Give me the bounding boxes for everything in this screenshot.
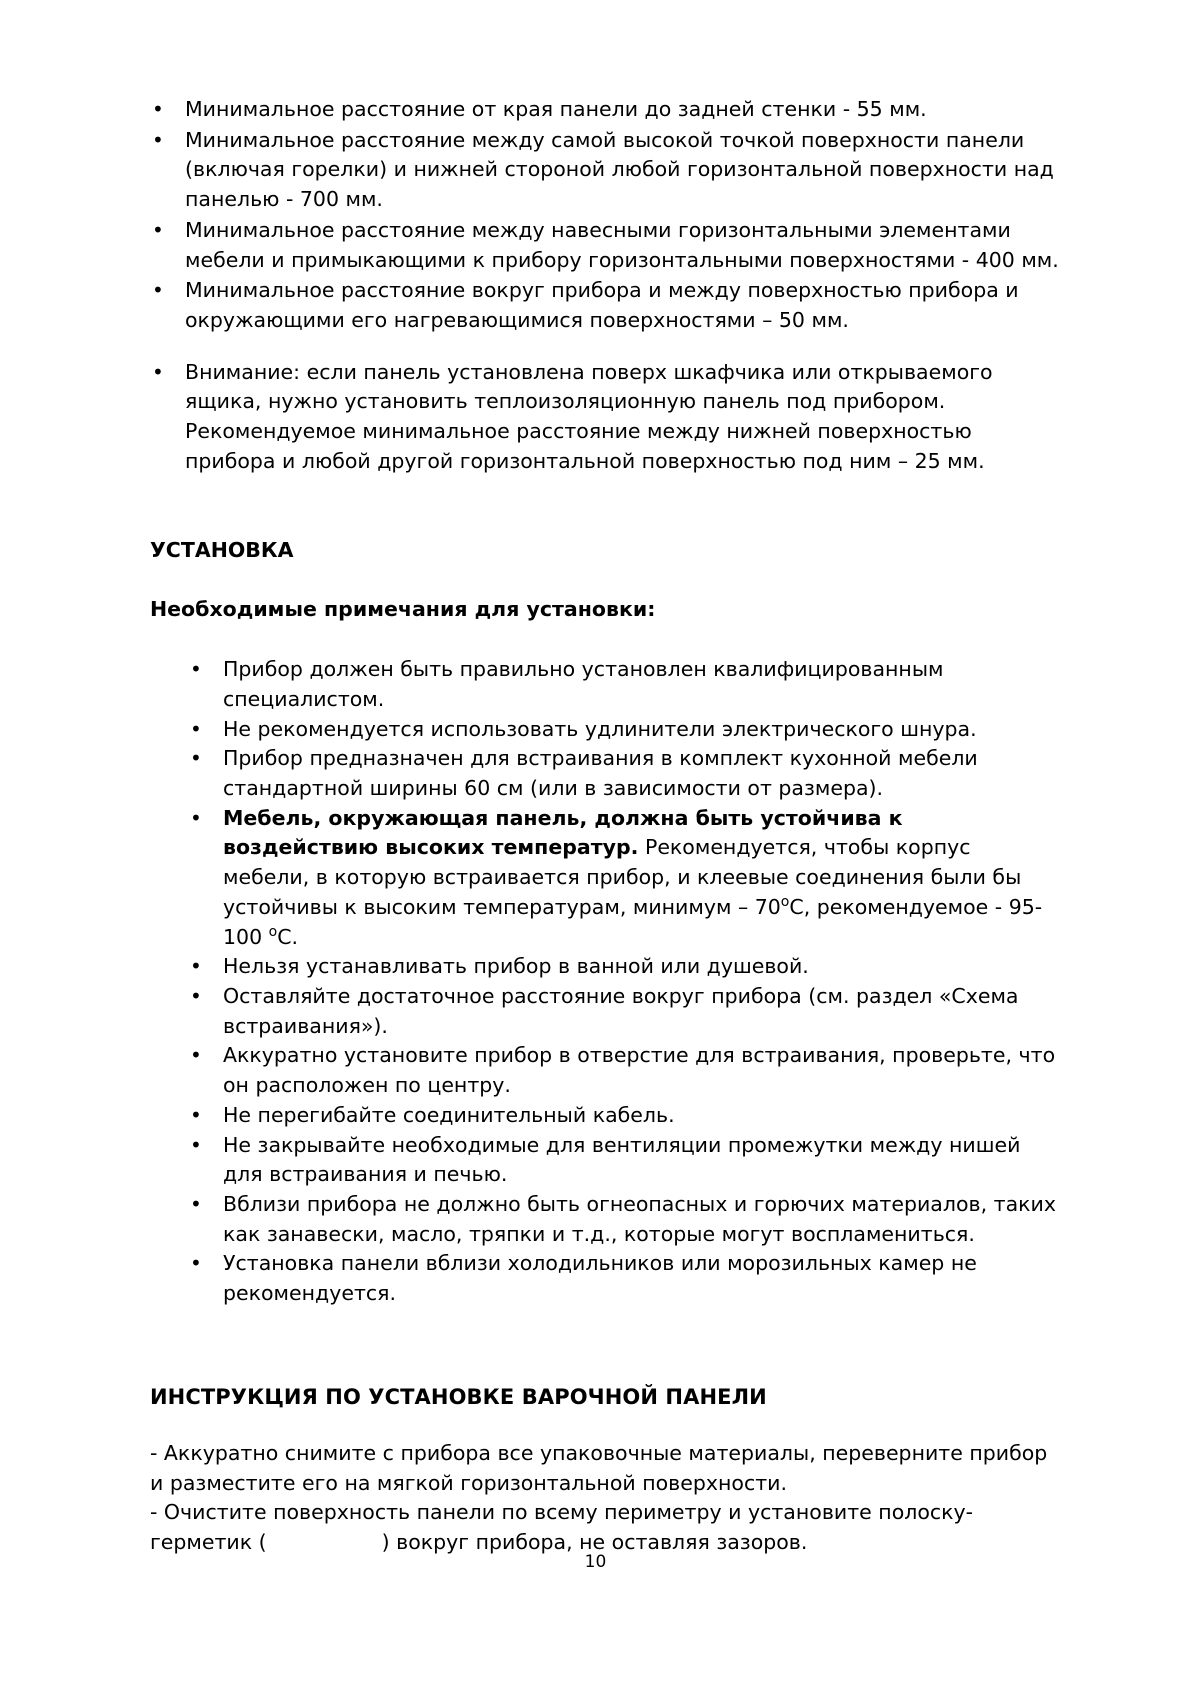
heading-installation: УСТАНОВКА bbox=[150, 537, 294, 562]
bullet-icon: • bbox=[190, 983, 202, 1008]
furniture-text-1: Рекомендуется, чтобы корпус мебели, в которую встраивается прибор, и клеевые соединения были бы устойчивы к высоким температурам, минимум – 70 bbox=[223, 835, 1022, 919]
list-item-furniture-heat-resistance bbox=[190, 804, 1061, 953]
list-item bbox=[190, 744, 1061, 803]
bullet-icon: • bbox=[152, 217, 164, 242]
bullet-icon: • bbox=[152, 127, 164, 152]
final-paragraph bbox=[150, 1439, 1061, 1558]
list-item-text: Минимальное расстояние между навесными горизонтальными элементами мебели и примыкающими к прибору горизонтальными поверхностями - 400 мм. bbox=[185, 217, 1059, 272]
list-item bbox=[190, 1190, 1061, 1249]
subheading-installation-notes: Необходимые примечания для установки: bbox=[150, 597, 656, 622]
list-item-text: Прибор предназначен для встраивания в комплект кухонной мебели стандартной ширины 60 см (или в зависимости от размера). bbox=[223, 746, 978, 800]
spacer bbox=[150, 625, 1061, 655]
list-item bbox=[190, 982, 1061, 1041]
list-item bbox=[150, 358, 1061, 477]
bullet-icon: • bbox=[190, 746, 202, 771]
furniture-bold-text: Мебель, окружающая панель, должна быть устойчива к воздействию высоких температур. bbox=[223, 805, 903, 860]
bullet-icon: • bbox=[152, 278, 164, 303]
list-item bbox=[150, 216, 1061, 275]
bullet-icon: • bbox=[190, 1043, 202, 1068]
list-item-text bbox=[223, 806, 1042, 949]
list-item bbox=[190, 1101, 1061, 1131]
clearance-requirements-list bbox=[150, 95, 1061, 477]
list-item bbox=[190, 952, 1061, 982]
list-item-text: Не рекомендуется использовать удлинители электрического шнура. bbox=[223, 716, 977, 741]
bullet-icon: • bbox=[190, 805, 202, 830]
list-item-text: Аккуратно установите прибор в отверстие для встраивания, проверьте, что он расположен по центру. bbox=[223, 1043, 1056, 1098]
bullet-icon: • bbox=[190, 1251, 202, 1276]
spacer bbox=[150, 1367, 1061, 1385]
spacer bbox=[150, 1409, 1061, 1439]
list-item-text: Минимальное расстояние вокруг прибора и между поверхностью прибора и окружающими его нагревающимися поверхностями – 50 мм. bbox=[185, 278, 1019, 333]
installation-notes-list bbox=[150, 655, 1061, 1309]
list-item bbox=[190, 1249, 1061, 1308]
final-paragraph-line-3: - Очистите поверхность панели по всему периметру и установите полоску- bbox=[150, 1500, 974, 1525]
spacer bbox=[150, 1309, 1061, 1367]
list-item-text: Не перегибайте соединительный кабель. bbox=[223, 1102, 675, 1127]
final-paragraph-line-1: - Аккуратно снимите с прибора все упаковочные материалы, переверните прибор bbox=[150, 1440, 1048, 1465]
bullet-icon: • bbox=[152, 359, 164, 384]
list-item bbox=[190, 1131, 1061, 1190]
list-item-text: Оставляйте достаточное расстояние вокруг прибора (см. раздел «Схема встраивания»). bbox=[223, 983, 1019, 1038]
spacer bbox=[150, 478, 1061, 536]
bullet-icon: • bbox=[190, 1102, 202, 1127]
furniture-text-3: С. bbox=[277, 924, 299, 949]
list-item bbox=[190, 715, 1061, 745]
bullet-icon: • bbox=[190, 1132, 202, 1157]
degree-symbol-2: о bbox=[268, 923, 278, 940]
final-paragraph-line-4-pre: герметик ( bbox=[150, 1530, 267, 1555]
bullet-icon: • bbox=[190, 657, 202, 682]
list-item-text: Внимание: если панель установлена поверх шкафчика или открываемого ящика, нужно установить теплоизоляционную панель под прибором. Рекомендуемое минимальное расстояние между нижней поверхностью прибора и любой другой горизонтальной поверхностью под ним – 25 мм. bbox=[185, 359, 993, 473]
list-item-text: Установка панели вблизи холодильников или морозильных камер не рекомендуется. bbox=[223, 1251, 977, 1306]
final-paragraph-line-2: и разместите его на мягкой горизонтальной поверхности. bbox=[150, 1470, 788, 1495]
degree-symbol-1: о bbox=[780, 893, 790, 910]
list-item-text: Минимальное расстояние между самой высокой точкой поверхности панели (включая горелки) и нижней стороной любой горизонтальной поверхности над панелью - 700 мм. bbox=[185, 127, 1054, 212]
list-item bbox=[150, 126, 1061, 215]
heading-hob-installation-instruction: ИНСТРУКЦИЯ ПО УСТАНОВКЕ ВАРОЧНОЙ ПАНЕЛИ bbox=[150, 1384, 767, 1409]
list-item-text: Прибор должен быть правильно установлен квалифицированным специалистом. bbox=[223, 657, 944, 711]
list-item-text: Не закрывайте необходимые для вентиляции промежутки между нишей для встраивания и печью. bbox=[223, 1132, 1021, 1187]
list-item bbox=[190, 655, 1061, 714]
bullet-icon: • bbox=[190, 1192, 202, 1216]
list-item-text: Нельзя устанавливать прибор в ванной или душевой. bbox=[223, 954, 809, 979]
bullet-icon: • bbox=[152, 97, 164, 121]
final-paragraph-line-4-post: ) вокруг прибора, не оставляя зазоров. bbox=[381, 1530, 808, 1555]
bullet-icon: • bbox=[190, 954, 202, 979]
list-item bbox=[190, 1041, 1061, 1100]
list-item bbox=[150, 95, 1061, 125]
spacer bbox=[150, 565, 1061, 595]
page-number: 10 bbox=[584, 1552, 607, 1572]
list-item-text: Минимальное расстояние от края панели до задней стенки - 55 мм. bbox=[185, 97, 927, 121]
furniture-text-2: С, рекомендуемое - 95-100 bbox=[223, 894, 1043, 949]
list-item bbox=[150, 276, 1061, 335]
bullet-icon: • bbox=[190, 716, 202, 741]
list-item-text: Вблизи прибора не должно быть огнеопасных и горючих материалов, таких как занавески, масло, тряпки и т.д., которые могут воспламениться. bbox=[223, 1192, 1056, 1246]
